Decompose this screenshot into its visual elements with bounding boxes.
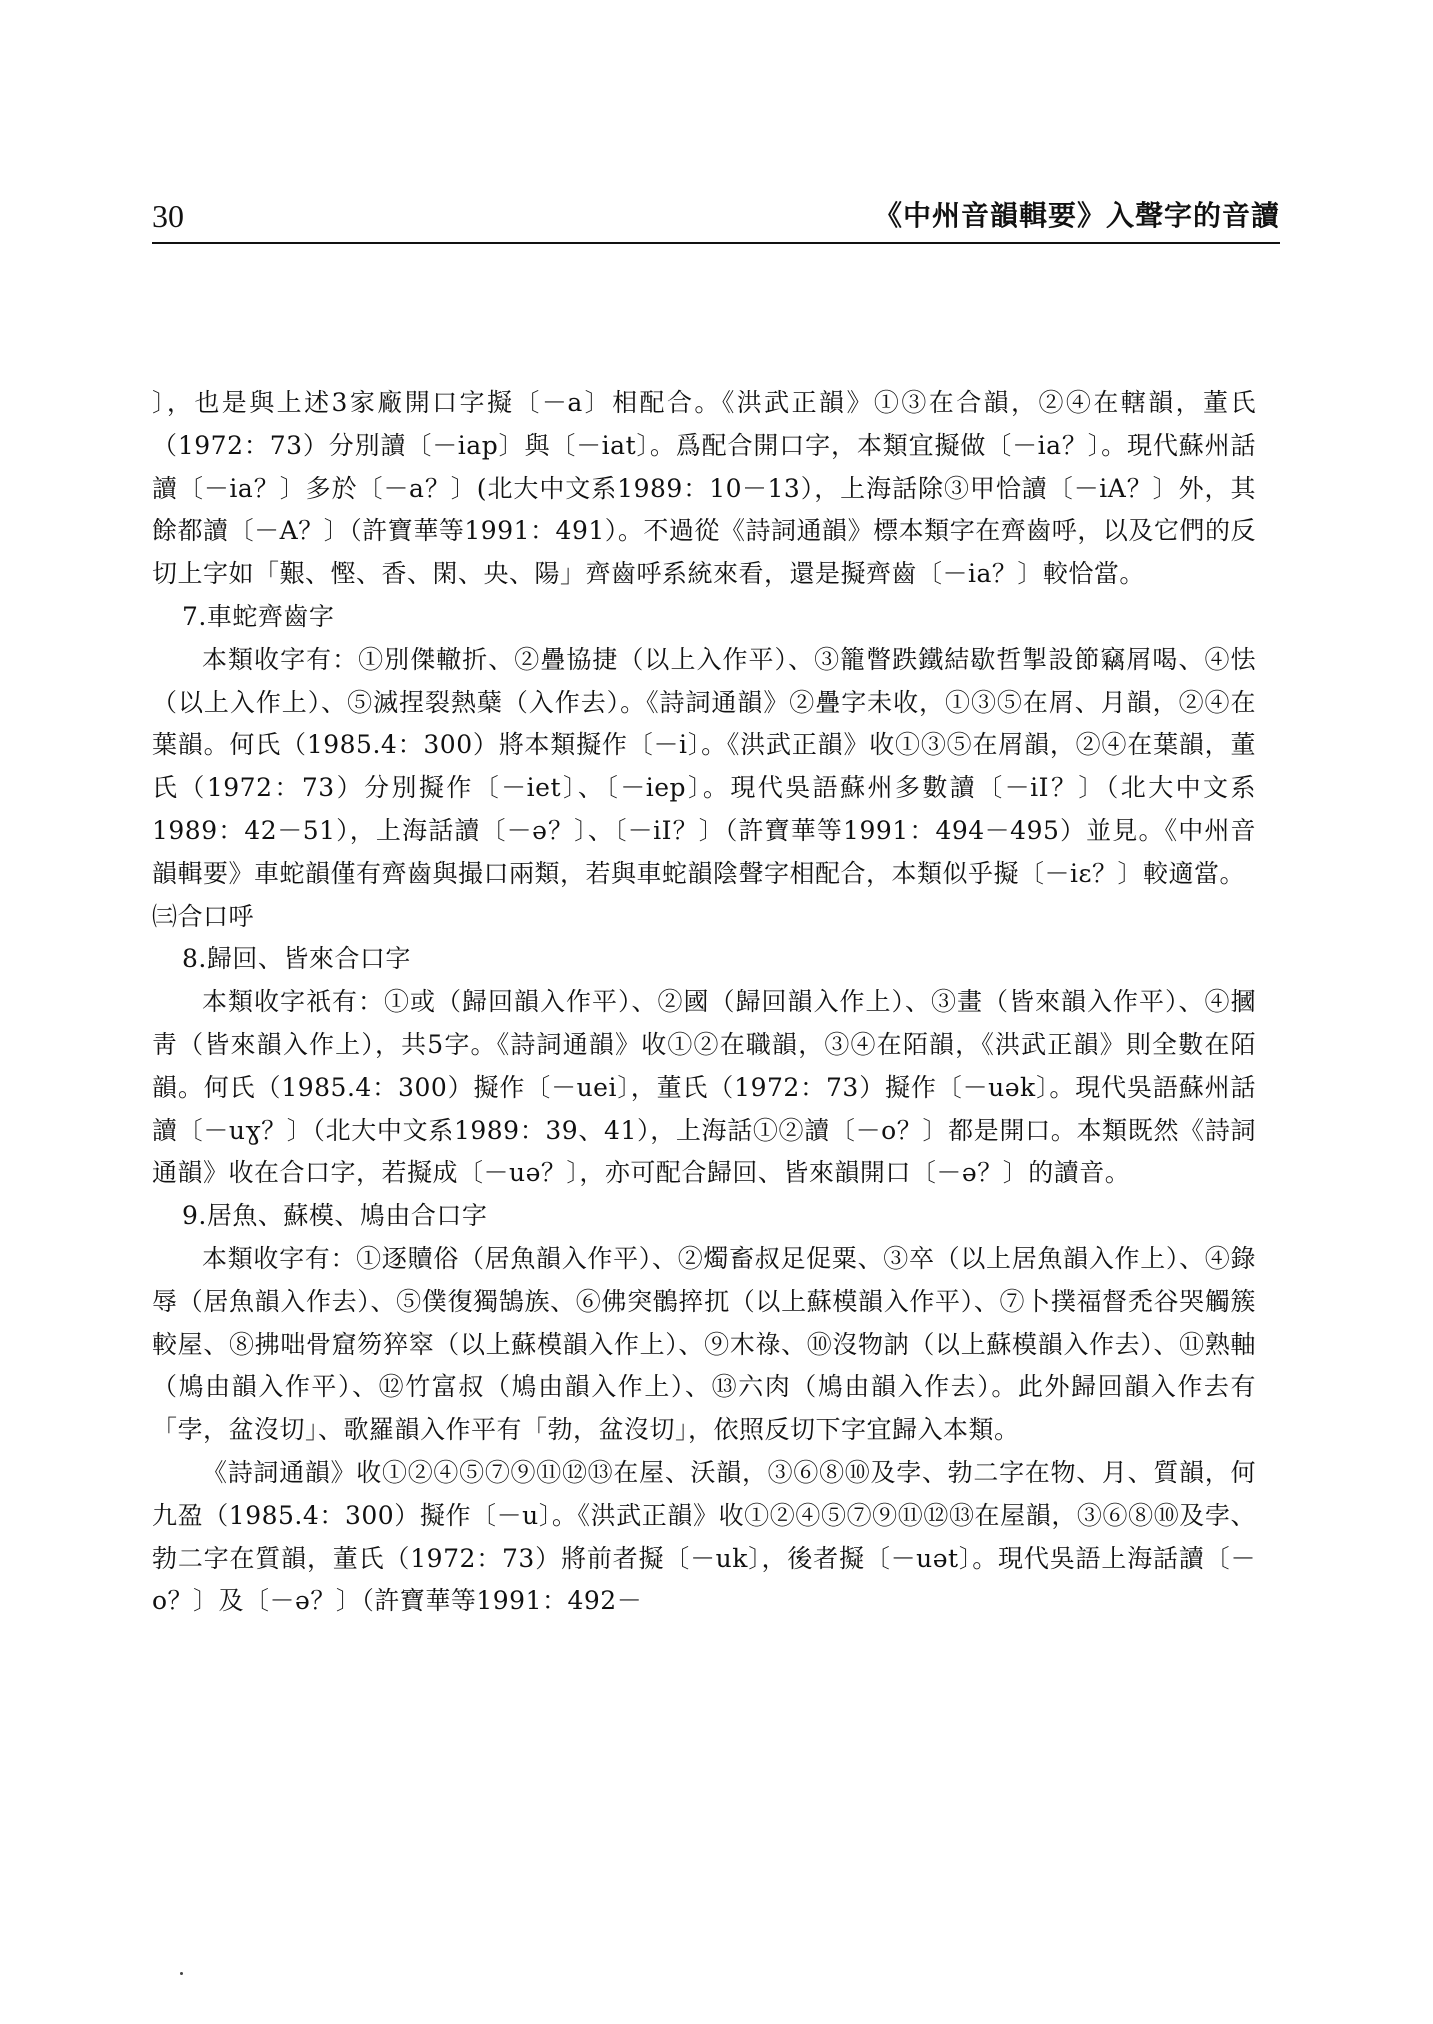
paragraph-continuation: 〕，也是與上述3家廠開口字擬〔－a〕相配合。《洪武正韻》①③在合韻，②④在轄韻，董氏（1972：73）分別讀〔－iap〕與〔－iat〕。爲配合開口字，本類宜擬做〔－ia？〕。現代蘇州話讀〔－ia？〕多於〔－a？〕(北大中文系1989：10－13），上海話除③甲恰讀〔－iA？〕外，其餘都讀〔－A？〕（許寶華等1991：491）。不過從《詩詞通韻》標本類字在齊齒呼，以及它們的反切上字如「艱、慳、香、閑、央、陽」齊齒呼系統來看，還是擬齊齒〔－ia？〕較恰當。 [152, 388, 1256, 589]
page-header [152, 196, 1280, 246]
subheading-9: 9.居魚、蘇模、鳩由合口字 [182, 1201, 488, 1231]
paragraph-9b: 《詩詞通韻》收①②④⑤⑦⑨⑪⑫⑬在屋、沃韻，③⑥⑧⑩及孛、勃二字在物、月、質韻，何九盈（1985.4：300）擬作〔－u〕。《洪武正韻》收①②④⑤⑦⑨⑪⑫⑬在屋韻，③⑥⑧⑩及孛、勃二字在質韻，董氏（1972：73）將前者擬〔－uk〕，後者擬〔－uət〕。現代吳語上海話讀〔－o？〕及〔－ə？〕（許寶華等1991：492－ [152, 1457, 1256, 1616]
subheading-8: 8.歸回、皆來合口字 [182, 944, 411, 974]
section-heading-hekou: ㈢合口呼 [152, 901, 255, 931]
scan-speck [180, 1972, 183, 1975]
running-title: 《中州音韻輯要》入聲字的音讀 [873, 199, 1280, 232]
paragraph-9a: 本類收字有：①逐贖俗（居魚韻入作平）、②燭畜叔足促粟、③卒（以上居魚韻入作上）、④錄辱（居魚韻入作去）、⑤僕復獨鵠族、⑥佛突鶻捽扤（以上蘇模韻入作平）、⑦卜撲福督禿谷哭觸簇較屋、⑧拂咄骨窟笏猝窣（以上蘇模韻入作上）、⑨木祿、⑩沒物訥（以上蘇模韻入作去）、⑪熟軸（鳩由韻入作平）、⑫竹富叔（鳩由韻入作上）、⑬六肉（鳩由韻入作去）。此外歸回韻入作去有「孛，盆沒切」、歌羅韻入作平有「勃，盆沒切」，依照反切下字宜歸入本類。 [152, 1243, 1256, 1445]
paragraph-8: 本類收字祇有：①或（歸回韻入作平）、②國（歸回韻入作上）、③畫（皆來韻入作平）、④摑靑（皆來韻入作上），共5字。《詩詞通韻》收①②在職韻，③④在陌韻，《洪武正韻》則全數在陌韻。何氏（1985.4：300）擬作〔－uei〕，董氏（1972：73）擬作〔－uək〕。現代吳語蘇州話讀〔－uɣ？〕（北大中文系1989：39、41），上海話①②讀〔－o？〕都是開口。本類既然《詩詞通韻》收在合口字，若擬成〔－uə？〕，亦可配合歸回、皆來韻開口〔－ə？〕的讀音。 [152, 987, 1256, 1188]
page-number: 30 [152, 198, 184, 234]
paragraph-7: 本類收字有：①別傑轍折、②疊協捷（以上入作平）、③籠瞥跌鐵結歇哲掣設節竊屑喝、④怯（以上入作上）、⑤滅捏裂熱蘖（入作去）。《詩詞通韻》②疊字未收，①③⑤在屑、月韻，②④在葉韻。何氏（1985.4：300）將本類擬作〔－i〕。《洪武正韻》收①③⑤在屑韻，②④在葉韻，董氏（1972：73）分別擬作〔－iet〕、〔－iep〕。現代吳語蘇州多數讀〔－iI？〕（北大中文系1989：42－51），上海話讀〔－ə？〕、〔－iI？〕（許寶華等1991：494－495）並見。《中州音韻輯要》車蛇韻僅有齊齒與撮口兩類，若與車蛇韻陰聲字相配合，本類似乎擬〔－iɛ？〕較適當。 [152, 644, 1256, 888]
page-body [152, 382, 1256, 1623]
header-rule [152, 242, 1280, 244]
subheading-7: 7.車蛇齊齒字 [182, 601, 335, 631]
